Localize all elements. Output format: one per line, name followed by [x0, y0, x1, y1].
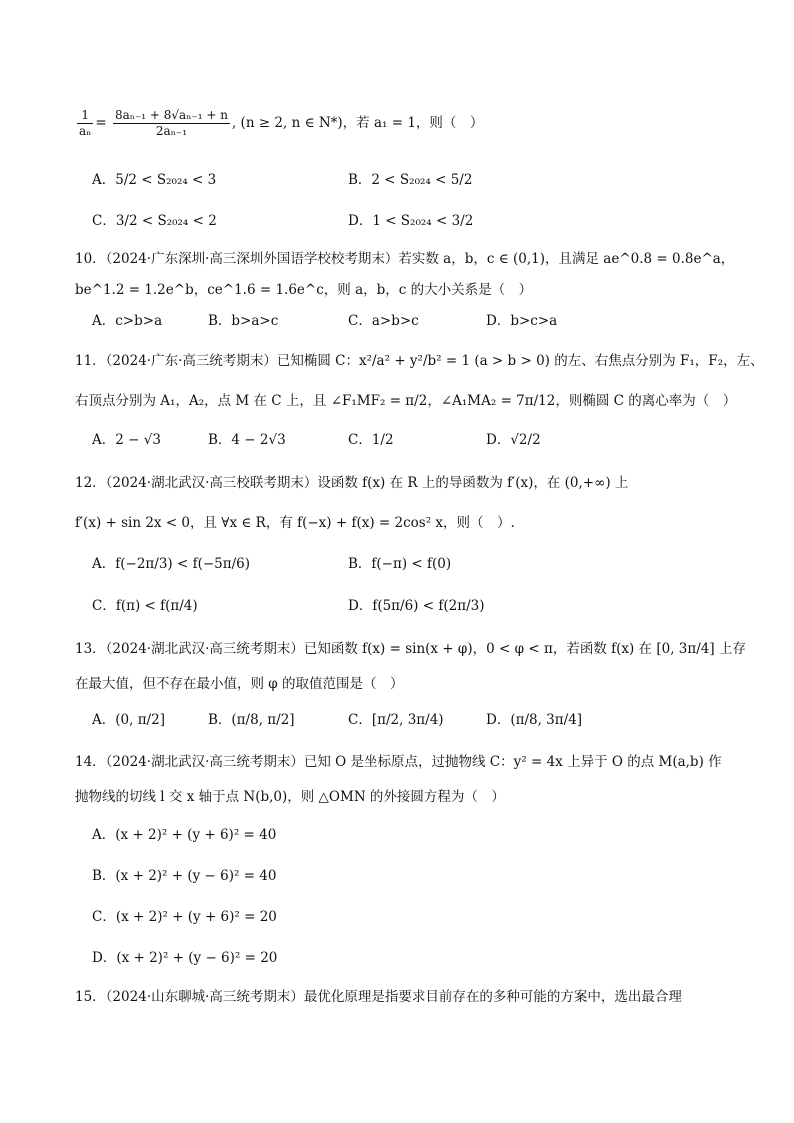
- q12-option-d[interactable]: D．f(5π/6) < f(2π/3): [348, 598, 485, 614]
- q11-stem-line2: 右顶点分别为 A₁，A₂，点 M 在 C 上，且 ∠F₁MF₂ = π/2，∠A₁MA₂ = 7π/12，则椭圆 C 的离心率为（ ）: [75, 393, 737, 409]
- q14-option-c[interactable]: C．(x + 2)² + (y + 6)² = 20: [92, 909, 277, 925]
- q12-option-a[interactable]: A．f(−2π/3) < f(−5π/6): [92, 556, 251, 572]
- q13-stem-line1: 13．（2024·湖北武汉·高三统考期末）已知函数 f(x) = sin(x + φ)，0 < φ < π，若函数 f(x) 在 [0, 3π/4] 上存: [75, 641, 746, 657]
- q13-option-c[interactable]: C．[π/2, 3π/4): [348, 712, 444, 728]
- q11-stem-line1: 11．（2024·广东·高三统考期末）已知椭圆 C：x²/a² + y²/b² = 1 (a > b > 0) 的左、右焦点分别为 F₁，F₂，左、: [75, 353, 764, 369]
- q9-lhs-fraction: $\frac{1}{\text{aₙ}}$: [79, 108, 92, 138]
- q13-option-b[interactable]: B．(π/8, π/2]: [208, 712, 295, 728]
- q9-rhs-fraction: $\frac{\text{8aₙ₋₁ + 8√aₙ₋₁ + n}}{\text{2aₙ₋₁}}$: [114, 108, 228, 138]
- q14-option-d[interactable]: D．(x + 2)² + (y − 6)² = 20: [92, 950, 278, 966]
- q11-option-a[interactable]: A．2 − √3: [92, 432, 161, 448]
- q12-option-c[interactable]: C．f(π) < f(π/4): [92, 598, 198, 614]
- q12-stem-line1: 12．（2024·湖北武汉·高三校联考期末）设函数 f(x) 在 R 上的导函数为 f′(x)，在 (0,+∞) 上: [75, 475, 629, 491]
- q13-option-d[interactable]: D．(π/8, 3π/4]: [486, 712, 583, 728]
- q11-option-d[interactable]: D．√2/2: [486, 432, 541, 448]
- q14-option-a[interactable]: A．(x + 2)² + (y + 6)² = 40: [92, 827, 277, 843]
- q9-option-d[interactable]: D．1 < S₂₀₂₄ < 3/2: [348, 213, 474, 229]
- q12-stem-line2: f′(x) + sin 2x < 0，且 ∀x ∈ R，有 f(−x) + f(x) = 2cos² x，则（ ）.: [75, 515, 515, 531]
- q9-option-a[interactable]: A．5/2 < S₂₀₂₄ < 3: [92, 172, 217, 188]
- q13-stem-line2: 在最大值，但不存在最小值，则 φ 的取值范围是（ ）: [75, 676, 404, 692]
- q15-stem-line1: 15．（2024·山东聊城·高三统考期末）最优化原理是指要求目前存在的多种可能的方案中，选出最合理: [75, 989, 682, 1005]
- q9-option-b[interactable]: B．2 < S₂₀₂₄ < 5/2: [348, 172, 473, 188]
- q10-stem-line1: 10．（2024·广东深圳·高三深圳外国语学校校考期末）若实数 a，b，c ∈ (0,1)，且满足 ae^0.8 = 0.8e^a，: [75, 251, 735, 267]
- q14-stem-line2: 抛物线的切线 l 交 x 轴于点 N(b,0)，则 △OMN 的外接圆方程为（ ）: [75, 789, 505, 805]
- q10-option-b[interactable]: B．b>a>c: [208, 313, 279, 329]
- q14-option-b[interactable]: B．(x + 2)² + (y − 6)² = 40: [92, 868, 277, 884]
- q9-continuation: $\frac{1}{\text{aₙ}}$ = $\frac{\text{8aₙ₋₁ + 8√aₙ₋₁ + n}}{\text{2aₙ₋₁}}$ , (n ≥ 2, n ∈ N*)，若 a₁ = 1，则（ ）: [79, 108, 484, 138]
- q11-option-b[interactable]: B．4 − 2√3: [208, 432, 286, 448]
- q11-option-c[interactable]: C．1/2: [348, 432, 394, 448]
- q12-option-b[interactable]: B．f(−π) < f(0): [348, 556, 452, 572]
- q9-option-c[interactable]: C．3/2 < S₂₀₂₄ < 2: [92, 213, 217, 229]
- q14-stem-line1: 14．（2024·湖北武汉·高三统考期末）已知 O 是坐标原点，过抛物线 C：y² = 4x 上异于 O 的点 M(a,b) 作: [75, 754, 722, 770]
- q13-option-a[interactable]: A．(0, π/2]: [92, 712, 165, 728]
- q10-option-a[interactable]: A．c>b>a: [92, 313, 163, 329]
- q10-option-c[interactable]: C．a>b>c: [348, 313, 419, 329]
- q10-option-d[interactable]: D．b>c>a: [486, 313, 558, 329]
- q10-stem-line2: be^1.2 = 1.2e^b，ce^1.6 = 1.6e^c，则 a，b，c 的大小关系是（ ）: [75, 282, 533, 298]
